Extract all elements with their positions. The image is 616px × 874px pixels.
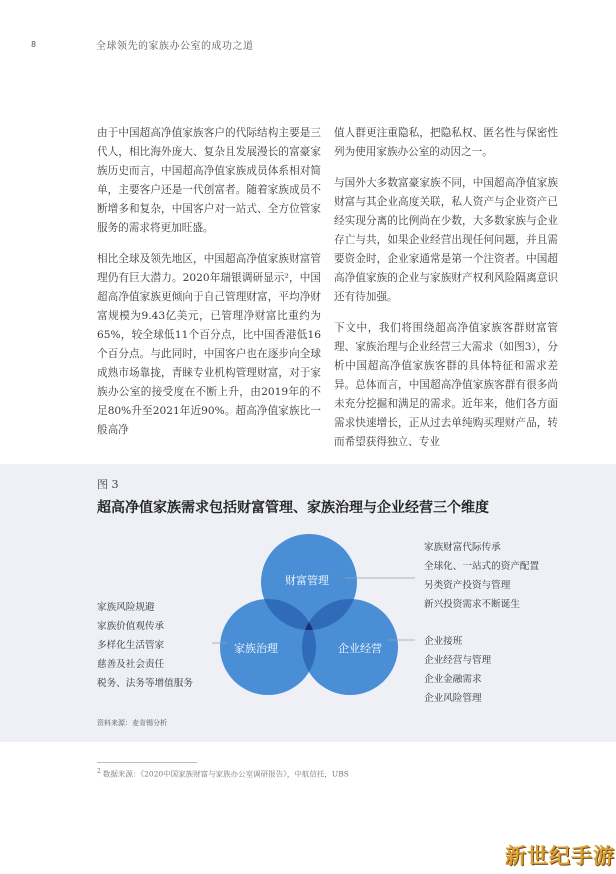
paragraph: 下文中，我们将围绕超高净值家族客群财富管理、家族治理与企业经营三大需求（如图3），分析中国超高净值家族客群的具体特征和需求差异。总体而言，中国超高净值家族客群有很多尚未充分挖掘和满足的需求。近年来，他们各方面需求快速增长，正从过去单纯购买理财产品，转而希望获得独立、专业 bbox=[334, 322, 558, 448]
right-column bbox=[334, 124, 558, 464]
enterprise-circle-label: 企业经营 bbox=[338, 642, 382, 655]
watermark-logo: 新世纪手游 bbox=[505, 844, 615, 868]
list-item: 企业风险管理 bbox=[424, 693, 482, 704]
list-item: 家族财富代际传承 bbox=[424, 542, 501, 553]
footnote-marker: 2 bbox=[97, 768, 101, 775]
list-item: 全球化、一站式的资产配置 bbox=[424, 561, 540, 572]
list-item: 慈善及社会责任 bbox=[97, 659, 165, 670]
wealth-circle-label: 财富管理 bbox=[285, 574, 329, 587]
list-item: 另类资产投资与管理 bbox=[424, 580, 511, 591]
page-number: 8 bbox=[31, 40, 37, 49]
wealth-needs-list bbox=[424, 538, 539, 614]
paragraph: 与国外大多数富豪家族不同，中国超高净值家族财富与其企业高度关联，私人资产与企业资产已经实现分离的比例尚在少数，大多数家族与企业存亡与共，如果企业经营出现任何问题，并且需要资金时，企业家通常是第一个注资者。中国超高净值家族的企业与家族财产权利风险隔离意识还有待加强。 bbox=[334, 177, 558, 303]
list-item: 多样化生活管家 bbox=[97, 640, 165, 651]
footnote bbox=[97, 768, 349, 780]
left-column bbox=[97, 124, 321, 452]
list-item: 税务、法务等增值服务 bbox=[97, 678, 193, 689]
list-item: 新兴投资需求不断诞生 bbox=[424, 599, 520, 610]
list-item: 企业接班 bbox=[424, 636, 463, 647]
list-item: 家族风险规避 bbox=[97, 602, 155, 613]
family-needs-list bbox=[97, 598, 193, 693]
family-circle-label: 家族治理 bbox=[234, 642, 278, 655]
figure-source: 资料来源：麦肯锡分析 bbox=[97, 719, 167, 727]
figure-label: 图 3 bbox=[97, 478, 119, 491]
list-item: 企业金融需求 bbox=[424, 674, 482, 685]
footnote-text: 数据来源：《2020中国家族财富与家族办公室调研报告》，中航信托，UBS bbox=[102, 769, 349, 779]
list-item: 企业经营与管理 bbox=[424, 655, 492, 666]
paragraph: 值人群更注重隐私，把隐私权、匿名性与保密性列为使用家族办公室的动因之一。 bbox=[334, 127, 558, 158]
running-title: 全球领先的家族办公室的成功之道 bbox=[96, 41, 254, 52]
figure-title: 超高净值家族需求包括财富管理、家族治理与企业经营三个维度 bbox=[97, 500, 489, 516]
enterprise-needs-list bbox=[424, 632, 491, 708]
list-item: 家族价值观传承 bbox=[97, 621, 165, 632]
paragraph: 由于中国超高净值家族客户的代际结构主要是三代人，相比海外庞大、复杂且发展漫长的富豪家族历史而言，中国超高净值家族成员体系相对简单，主要客户还是一代创富者。随着家族成员不断增多和复杂，中国客户对一站式、全方位管家服务的需求将更加旺盛。 bbox=[97, 127, 321, 234]
paragraph: 相比全球及领先地区，中国超高净值家族财富管理仍有巨大潜力。2020年瑞银调研显示²，中国超高净值家族更倾向于自己管理财富，平均净财富规模为9.43亿美元，已管理净财富比重约为65%，较全球低11个百分点，比中国香港低16个百分点。与此同时，中国客户也在逐步向全球成熟市场靠拢，青睐专业机构管理财富，对于家族办公室的接受度在不断上升，由2019年的不足80%升至2021年近90%。超高净值家族比一般高净 bbox=[97, 253, 321, 436]
footnote-divider bbox=[97, 762, 197, 763]
